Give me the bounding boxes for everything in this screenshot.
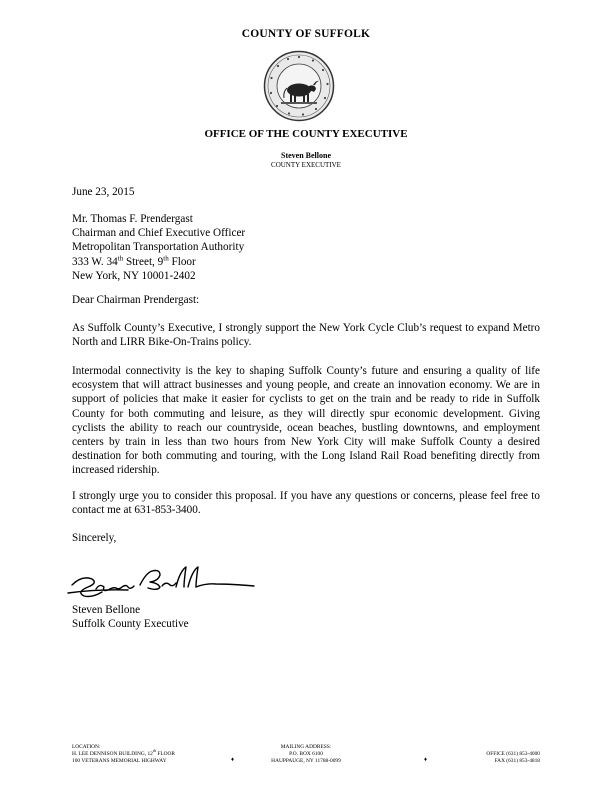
footer-mailing: [270, 744, 342, 765]
footer-location-line2: 100 VETERANS MEMORIAL HIGHWAY: [72, 758, 167, 764]
footer-location: [72, 744, 175, 765]
footer-office-phone: OFFICE (631) 853-4000: [486, 751, 540, 757]
executive-name: Steven Bellone: [281, 151, 331, 160]
footer-separator-icon: ♦: [424, 757, 428, 763]
office-heading: OFFICE OF THE COUNTY EXECUTIVE: [204, 128, 408, 140]
executive-title: COUNTY EXECUTIVE: [271, 161, 341, 169]
salutation: Dear Chairman Prendergast:: [72, 294, 200, 306]
footer-separator-icon: ♦: [231, 757, 235, 763]
footer-mailing-line2: HAUPPAUGE, NY 11788-0099: [271, 758, 341, 764]
closing: Sincerely,: [72, 532, 117, 544]
footer-location-label: LOCATION:: [72, 744, 101, 750]
county-seal-icon: [263, 50, 335, 122]
recipient-street: 333 W. 34th Street, 9th Floor: [72, 253, 196, 268]
county-heading: COUNTY OF SUFFOLK: [241, 28, 371, 40]
footer-location-line1: H. LEE DENNISON BUILDING, 12th FLOOR: [72, 748, 176, 757]
paragraph-3: I strongly urge you to consider this proposal. If you have any questions or concerns, please feel free to contact me at 631-853-3400.: [72, 490, 540, 517]
signer-name: Steven Bellone: [72, 604, 141, 616]
signer-title: Suffolk County Executive: [72, 618, 189, 631]
signer-block: [72, 603, 540, 631]
recipient-city: New York, NY 10001-2402: [72, 269, 196, 282]
recipient-address: [72, 212, 540, 283]
footer-mailing-line1: P.O. BOX 6100: [289, 751, 323, 757]
recipient-title: Chairman and Chief Executive Officer: [72, 227, 246, 240]
paragraph-2: Intermodal connectivity is the key to shaping Suffolk County’s future and ensuring a quality of life ecosystem that will attract businesses and young people, and create an innovation economy. We are in support of policies that make it easier for cyclists to get on the train and be ready to ride in Suffolk County for both commuting and leisure, as they will directly spur economic development. Giving cyclists the ability to reach our countryside, ocean beaches, bustling downtowns, and employment centers by train in less than two hours from New York City will make Suffolk County a desired destination for both commuting and touring, with the Long Island Rail Road benefiting directly from increased ridership.: [72, 365, 540, 477]
paragraph-1: As Suffolk County’s Executive, I strongly support the New York Cycle Club’s request to expand Metro North and LIRR Bike-On-Trains policy.: [72, 322, 540, 349]
recipient-name: Mr. Thomas F. Prendergast: [72, 213, 193, 225]
letter-date: June 23, 2015: [72, 186, 135, 198]
footer-contact: [486, 744, 540, 765]
footer-mailing-label: MAILING ADDRESS:: [280, 744, 332, 750]
recipient-organization: Metropolitan Transportation Authority: [72, 241, 245, 254]
footer-fax: FAX (631) 853-4818: [494, 758, 540, 764]
signature-image: [66, 555, 266, 599]
